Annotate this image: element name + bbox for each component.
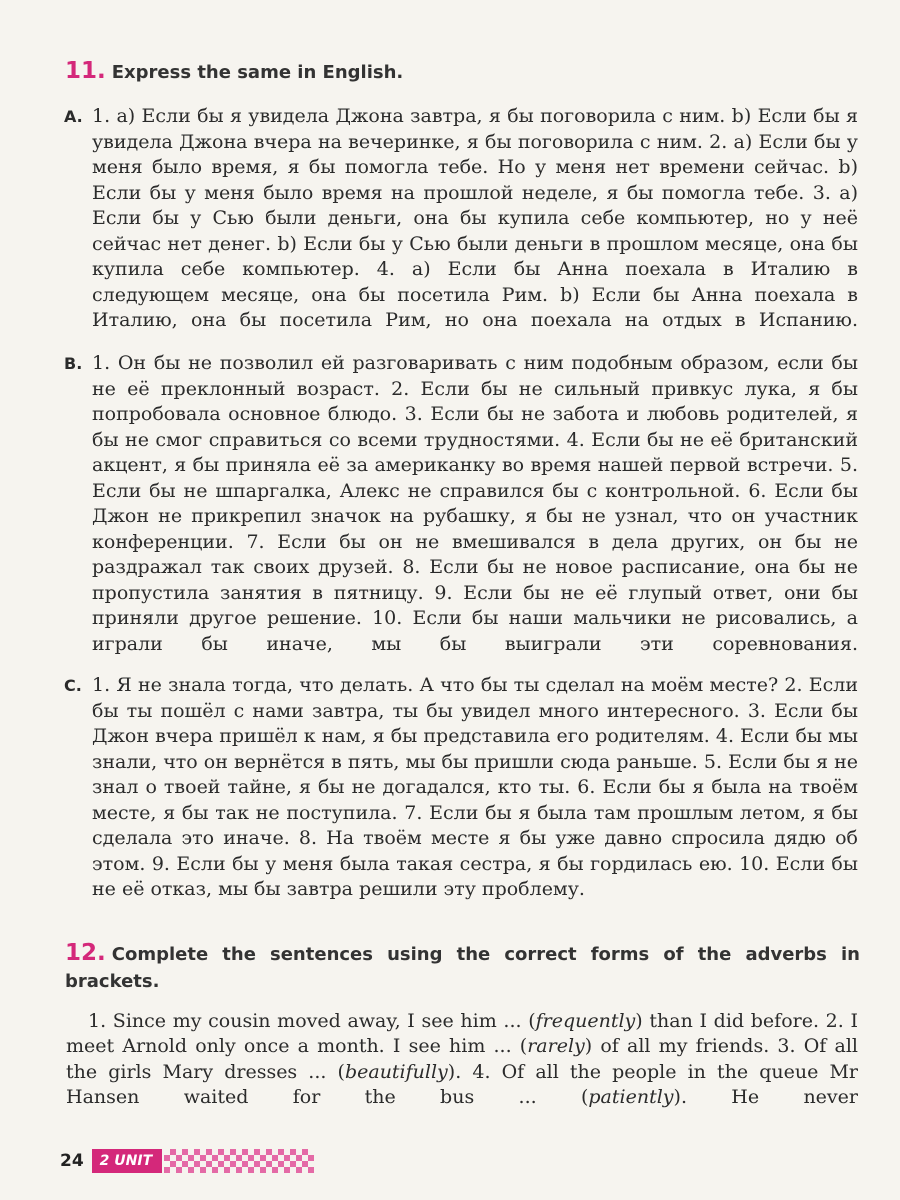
exercise-11-heading — [65, 58, 403, 84]
adverb-prompt: frequently — [535, 1010, 636, 1032]
adverb-prompt: patiently — [588, 1085, 674, 1108]
exercise-12-text-part: ) of all my friends. 3. Of all the girls Mary dresses ... ( — [66, 1035, 858, 1083]
exercise-11-section-c — [66, 673, 858, 903]
exercise-11-section-a — [66, 104, 858, 334]
exercise-12-heading — [65, 940, 860, 995]
adverb-prompt: rarely — [527, 1035, 585, 1058]
checker-pattern-decoration — [164, 1149, 314, 1173]
exercise-12-text-part: ). He never — [673, 1085, 858, 1108]
section-b-label: B. — [64, 354, 83, 373]
unit-tag: 2 UNIT — [92, 1149, 162, 1173]
section-c-text: 1. Я не знала тогда, что делать. А что бы ты сделал на моём месте? 2. Если бы ты пошёл с нами завтра, ты бы увидел много интересного. 3. Если бы Джон вчера пришёл к нам, я бы представила его родителям. 4. Если бы мы знали, что он вернётся в пять, мы бы пришли сюда раньше. 5. Если бы я не знал о твоей тайне, я бы не догадался, кто ты. 6. Если бы я была на твоём месте, я бы так не поступила. 7. Если бы я была там прошлым летом, я бы сделала это иначе. 8. На твоём месте я бы уже давно спросила дядю об этом. 9. Если бы у меня была такая сестра, я бы гордилась ею. 10. Если бы не её отказ, мы бы завтра решили эту проблему. — [92, 674, 858, 900]
exercise-12-number: 12. — [65, 940, 106, 966]
exercise-12-text — [66, 1009, 858, 1110]
exercise-11-title: Express the same in English. — [111, 62, 404, 83]
exercise-12-title: Complete the sentences using the correct forms of the adverbs in brackets. — [65, 944, 860, 992]
page-footer — [60, 1148, 314, 1174]
page-number: 24 — [60, 1151, 84, 1171]
exercise-11-number: 11. — [65, 58, 106, 84]
exercise-11-section-b — [66, 351, 858, 657]
exercise-12-text-part: ). 4. Of all the people in the queue Mr Hansen waited for the bus ... ( — [66, 1060, 859, 1108]
section-b-text: 1. Он бы не позволил ей разговаривать с ним подобным образом, если бы не её преклонный возраст. 2. Если бы не сильный привкус лука, я бы попробовала основное блюдо. 3. Если бы не забота и любовь родителей, я бы не смог справиться со всеми трудностями. 4. Если бы не её британский акцент, я бы приняла её за американку во время нашей первой встречи. 5. Если бы не шпаргалка, Алекс не справился бы с контрольной. 6. Если бы Джон не прикрепил значок на рубашку, я бы не узнал, что он участник конференции. 7. Если бы он не вмешивался в дела других, он бы не раздражал так своих друзей. 8. Если бы не новое расписание, она бы не пропустила занятия в пятницу. 9. Если бы не её глупый ответ, они бы приняли другое решение. 10. Если бы наши мальчики не рисовались, а играли бы иначе, мы бы выиграли эти соревнования. — [92, 352, 858, 655]
section-c-label: C. — [64, 676, 82, 695]
adverb-prompt: beautifully — [344, 1060, 448, 1083]
exercise-12-text-part: ) than I did before. 2. I meet Arnold only once a month. I see him ... ( — [66, 1010, 858, 1058]
section-a-label: A. — [64, 107, 83, 126]
section-a-text: 1. a) Если бы я увидела Джона завтра, я бы поговорила с ним. b) Если бы я увидела Джона вчера на вечеринке, я бы поговорила с ним. 2. a) Если бы у меня было время, я бы помогла тебе. Но у меня нет времени сейчас. b) Если бы у меня было время на прошлой неделе, я бы помогла тебе. 3. a) Если бы у Сью были деньги, она бы купила себе компьютер, но у неё сейчас нет денег. b) Если бы у Сью были деньги в прошлом месяце, она бы купила себе компьютер. 4. a) Если бы Анна поехала в Италию в следующем месяце, она бы посетила Рим. b) Если бы Анна поехала в Италию, она бы посетила Рим, но она поехала на отдых в Испанию. — [92, 105, 858, 331]
exercise-12-text-part: 1. Since my cousin moved away, I see him ... ( — [88, 1010, 536, 1032]
